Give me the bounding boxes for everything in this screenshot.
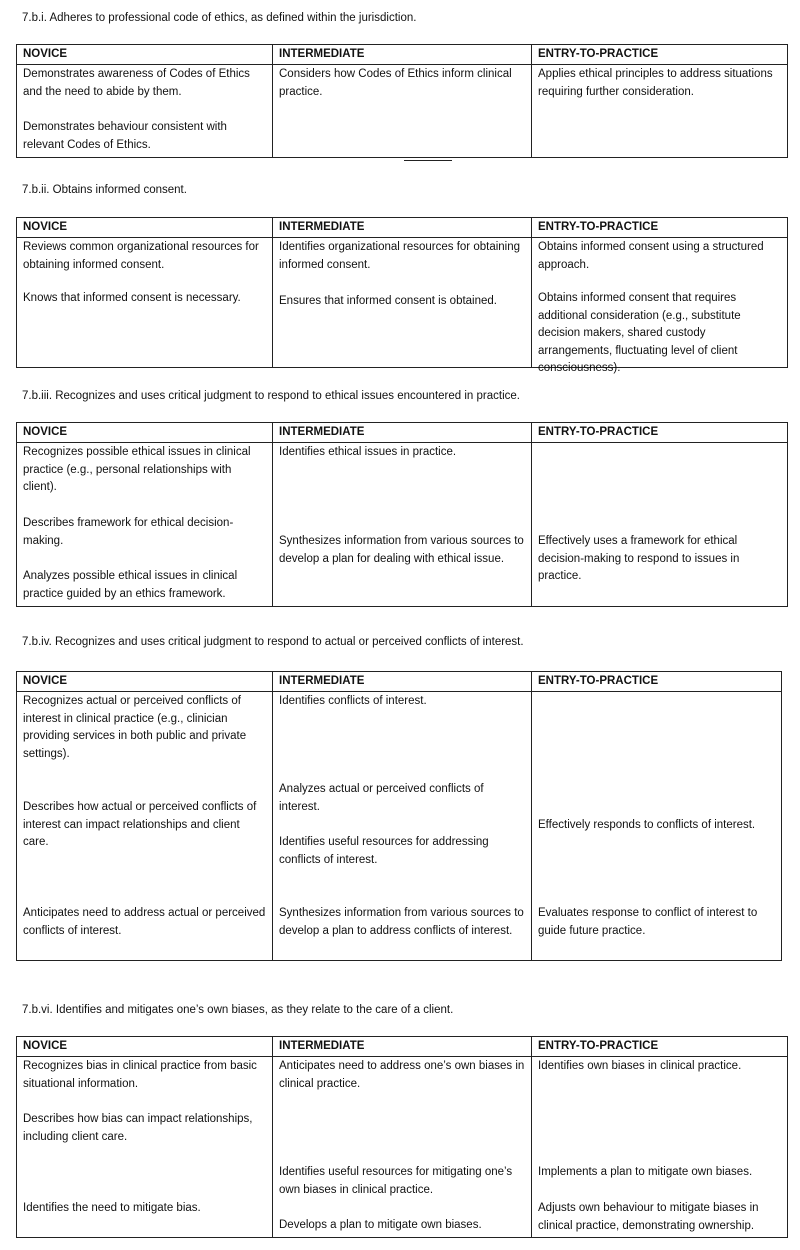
section-title-7biv: 7.b.iv. Recognizes and uses critical judgment to respond to actual or perceived conflicts of interest. (22, 636, 524, 648)
section-title-7bvi: 7.b.vi. Identifies and mitigates one’s own biases, as they relate to the care of a client. (22, 1004, 454, 1016)
entry-item: Adjusts own behaviour to mitigate biases in clinical practice, demonstrating ownership. (538, 1202, 759, 1232)
intermediate-item: Identifies useful resources for mitigating one’s own biases in clinical practice. (279, 1166, 513, 1196)
novice-item: Reviews common organizational resources for obtaining informed consent. (23, 241, 259, 271)
novice-cell (17, 1057, 273, 1238)
intermediate-cell (273, 238, 532, 368)
table-header-row (17, 423, 788, 443)
header-intermediate: INTERMEDIATE (273, 218, 532, 238)
header-intermediate: INTERMEDIATE (273, 423, 532, 443)
header-novice: NOVICE (17, 1037, 273, 1057)
table-header-row (17, 45, 788, 65)
intermediate-cell (273, 65, 532, 158)
section-title-7bi: 7.b.i. Adheres to professional code of ethics, as defined within the jurisdiction. (22, 12, 417, 24)
header-intermediate: INTERMEDIATE (273, 1037, 532, 1057)
table-header-row (17, 1037, 788, 1057)
table-header-row (17, 218, 788, 238)
intermediate-item: Identifies conflicts of interest. (279, 695, 427, 707)
table-row (17, 1057, 788, 1238)
intermediate-cell (273, 692, 532, 961)
competency-table-7bii (16, 217, 788, 374)
novice-item: Recognizes actual or perceived conflicts of interest in clinical practice (e.g., clinician providing services in both public and private settings). (23, 695, 247, 760)
table-row (17, 65, 788, 158)
header-novice: NOVICE (17, 218, 273, 238)
novice-item: Analyzes possible ethical issues in clinical practice guided by an ethics framework. (23, 570, 238, 600)
header-novice: NOVICE (17, 45, 273, 65)
intermediate-cell (273, 443, 532, 607)
novice-item: Demonstrates behaviour consistent with relevant Codes of Ethics. (23, 121, 227, 151)
intermediate-item: Develops a plan to mitigate own biases. (279, 1219, 482, 1231)
novice-cell (17, 65, 273, 158)
intermediate-item: Synthesizes information from various sources to develop a plan for dealing with ethical issue. (279, 535, 524, 565)
novice-item: Knows that informed consent is necessary. (23, 292, 241, 304)
scan-artifact-line (404, 160, 452, 161)
entry-item: Obtains informed consent using a structured approach. (538, 241, 764, 271)
intermediate-item: Identifies ethical issues in practice. (279, 446, 457, 458)
novice-item: Describes how bias can impact relationships, including client care. (23, 1113, 253, 1143)
entry-item: Implements a plan to mitigate own biases. (538, 1166, 753, 1178)
intermediate-cell (273, 1057, 532, 1238)
competency-table-7biii (16, 422, 788, 607)
novice-cell (17, 692, 273, 961)
header-intermediate: INTERMEDIATE (273, 45, 532, 65)
entry-item: Evaluates response to conflict of interest to guide future practice. (538, 907, 758, 937)
section-title-7bii: 7.b.ii. Obtains informed consent. (22, 184, 187, 196)
intermediate-item: Synthesizes information from various sources to develop a plan to address conflicts of interest. (279, 907, 524, 937)
header-entry-to-practice: ENTRY-TO-PRACTICE (532, 218, 788, 238)
competency-table-7bvi (16, 1036, 788, 1238)
novice-cell (17, 443, 273, 607)
intermediate-item: Identifies useful resources for addressing conflicts of interest. (279, 836, 489, 866)
header-novice: NOVICE (17, 672, 273, 692)
entry-cell (532, 65, 788, 158)
competency-table-7biv (16, 671, 782, 961)
entry-item: Applies ethical principles to address situations requiring further consideration. (538, 68, 773, 98)
intermediate-item: Considers how Codes of Ethics inform clinical practice. (279, 68, 512, 98)
header-entry-to-practice: ENTRY-TO-PRACTICE (532, 672, 782, 692)
entry-item: Identifies own biases in clinical practice. (538, 1060, 742, 1072)
table-header-row (17, 672, 782, 692)
competency-table-7bi (16, 44, 788, 158)
table-row (17, 238, 788, 368)
intermediate-item: Analyzes actual or perceived conflicts of interest. (279, 783, 484, 813)
table-row (17, 692, 782, 961)
table-row (17, 443, 788, 607)
entry-cell (532, 692, 782, 961)
novice-item: Demonstrates awareness of Codes of Ethics and the need to abide by them. (23, 68, 250, 98)
header-intermediate: INTERMEDIATE (273, 672, 532, 692)
intermediate-item: Anticipates need to address one’s own biases in clinical practice. (279, 1060, 525, 1090)
novice-cell (17, 238, 273, 368)
entry-item: Effectively uses a framework for ethical decision-making to respond to issues in practice. (538, 535, 740, 582)
header-entry-to-practice: ENTRY-TO-PRACTICE (532, 423, 788, 443)
novice-item: Identifies the need to mitigate bias. (23, 1202, 201, 1214)
intermediate-item: Identifies organizational resources for obtaining informed consent. (279, 241, 521, 271)
section-title-7biii: 7.b.iii. Recognizes and uses critical judgment to respond to ethical issues encountered in practice. (22, 390, 520, 402)
entry-cell (532, 1057, 788, 1238)
header-entry-to-practice: ENTRY-TO-PRACTICE (532, 1037, 788, 1057)
novice-item: Describes framework for ethical decision-making. (23, 517, 234, 547)
novice-item: Anticipates need to address actual or perceived conflicts of interest. (23, 907, 266, 937)
header-novice: NOVICE (17, 423, 273, 443)
novice-item: Recognizes bias in clinical practice from basic situational information. (23, 1060, 257, 1090)
intermediate-item: Ensures that informed consent is obtained. (279, 295, 497, 307)
entry-item: Effectively responds to conflicts of interest. (538, 819, 756, 831)
header-entry-to-practice: ENTRY-TO-PRACTICE (532, 45, 788, 65)
entry-item: Obtains informed consent that requires additional consideration (e.g., substitute decision makers, shared custody arrangements, fluctuating level of client consciousness). (538, 292, 741, 374)
novice-item: Recognizes possible ethical issues in clinical practice (e.g., personal relationships with client). (23, 446, 251, 493)
entry-cell (532, 443, 788, 607)
entry-cell (532, 238, 788, 374)
novice-item: Describes how actual or perceived conflicts of interest can impact relationships and client care. (23, 801, 257, 848)
